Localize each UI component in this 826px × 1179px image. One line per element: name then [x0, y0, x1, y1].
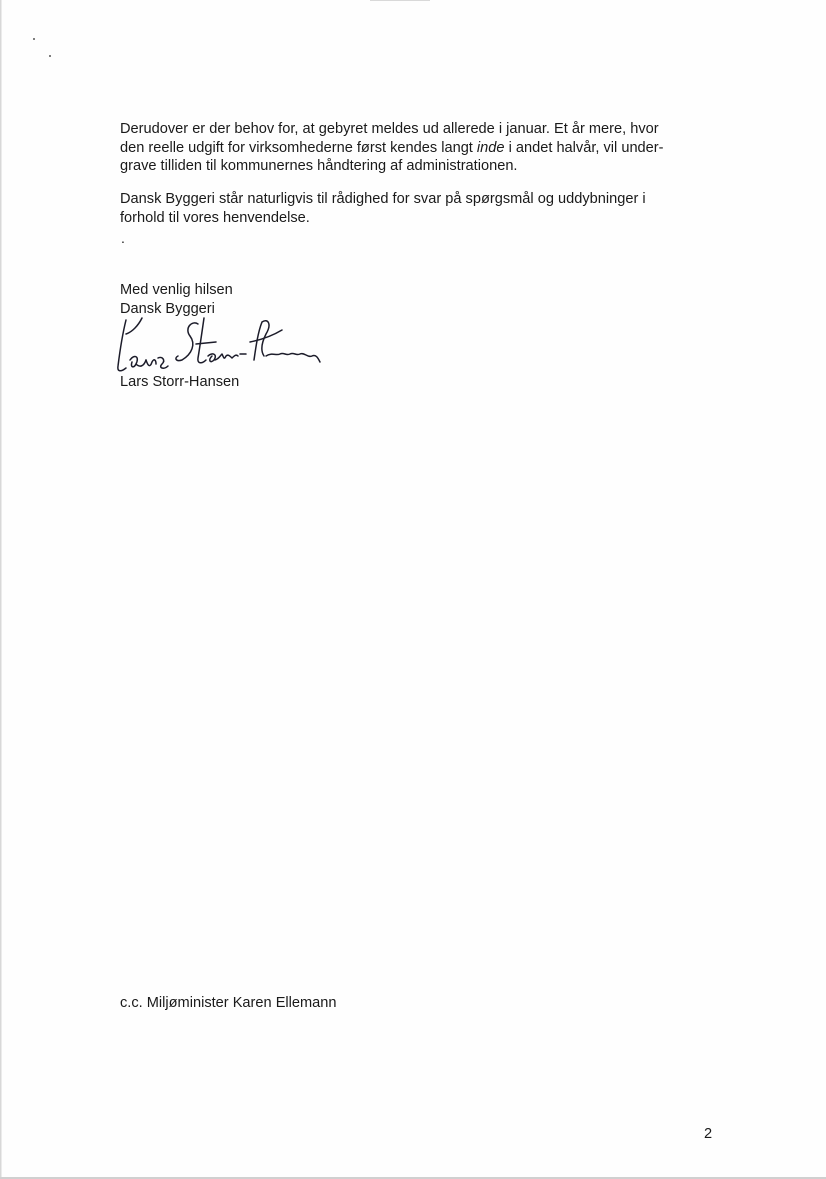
- text-line: grave tilliden til kommunernes håndtering af administrationen.: [120, 158, 518, 175]
- organization-name: Dansk Byggeri: [120, 300, 215, 317]
- scan-speck: [49, 55, 51, 57]
- greeting: Med venlig hilsen: [120, 282, 233, 298]
- text-line: [120, 139, 710, 158]
- text-segment: i andet halvår, vil under-: [504, 139, 664, 156]
- closing-block: [120, 281, 710, 318]
- text-segment: den reelle udgift for virksomhederne først kendes langt: [120, 139, 477, 156]
- cc-line: [120, 994, 710, 1013]
- signer-name: [120, 373, 710, 392]
- page-number: 2: [704, 1126, 713, 1142]
- text-line: forhold til vores henvendelse.: [120, 209, 310, 226]
- scan-artifact-line: [370, 0, 430, 1]
- stray-mark: .: [121, 230, 125, 246]
- text-line: Dansk Byggeri står naturligvis til rådighed for svar på spørgsmål og uddybninger i: [120, 191, 646, 207]
- handwritten-signature: [112, 316, 324, 378]
- paragraph-gebyr: [120, 120, 710, 176]
- text-line: Derudover er der behov for, at gebyret meldes ud allerede i januar. Et år mere, hvor: [120, 121, 659, 137]
- signer-name-text: Lars Storr-Hansen: [120, 374, 240, 390]
- scan-edge: [0, 0, 2, 1179]
- cc-text: c.c. Miljøminister Karen Ellemann: [120, 995, 337, 1011]
- paragraph-availability: [120, 190, 710, 227]
- scan-speck: [33, 38, 35, 40]
- emphasis-text: inde: [476, 139, 505, 156]
